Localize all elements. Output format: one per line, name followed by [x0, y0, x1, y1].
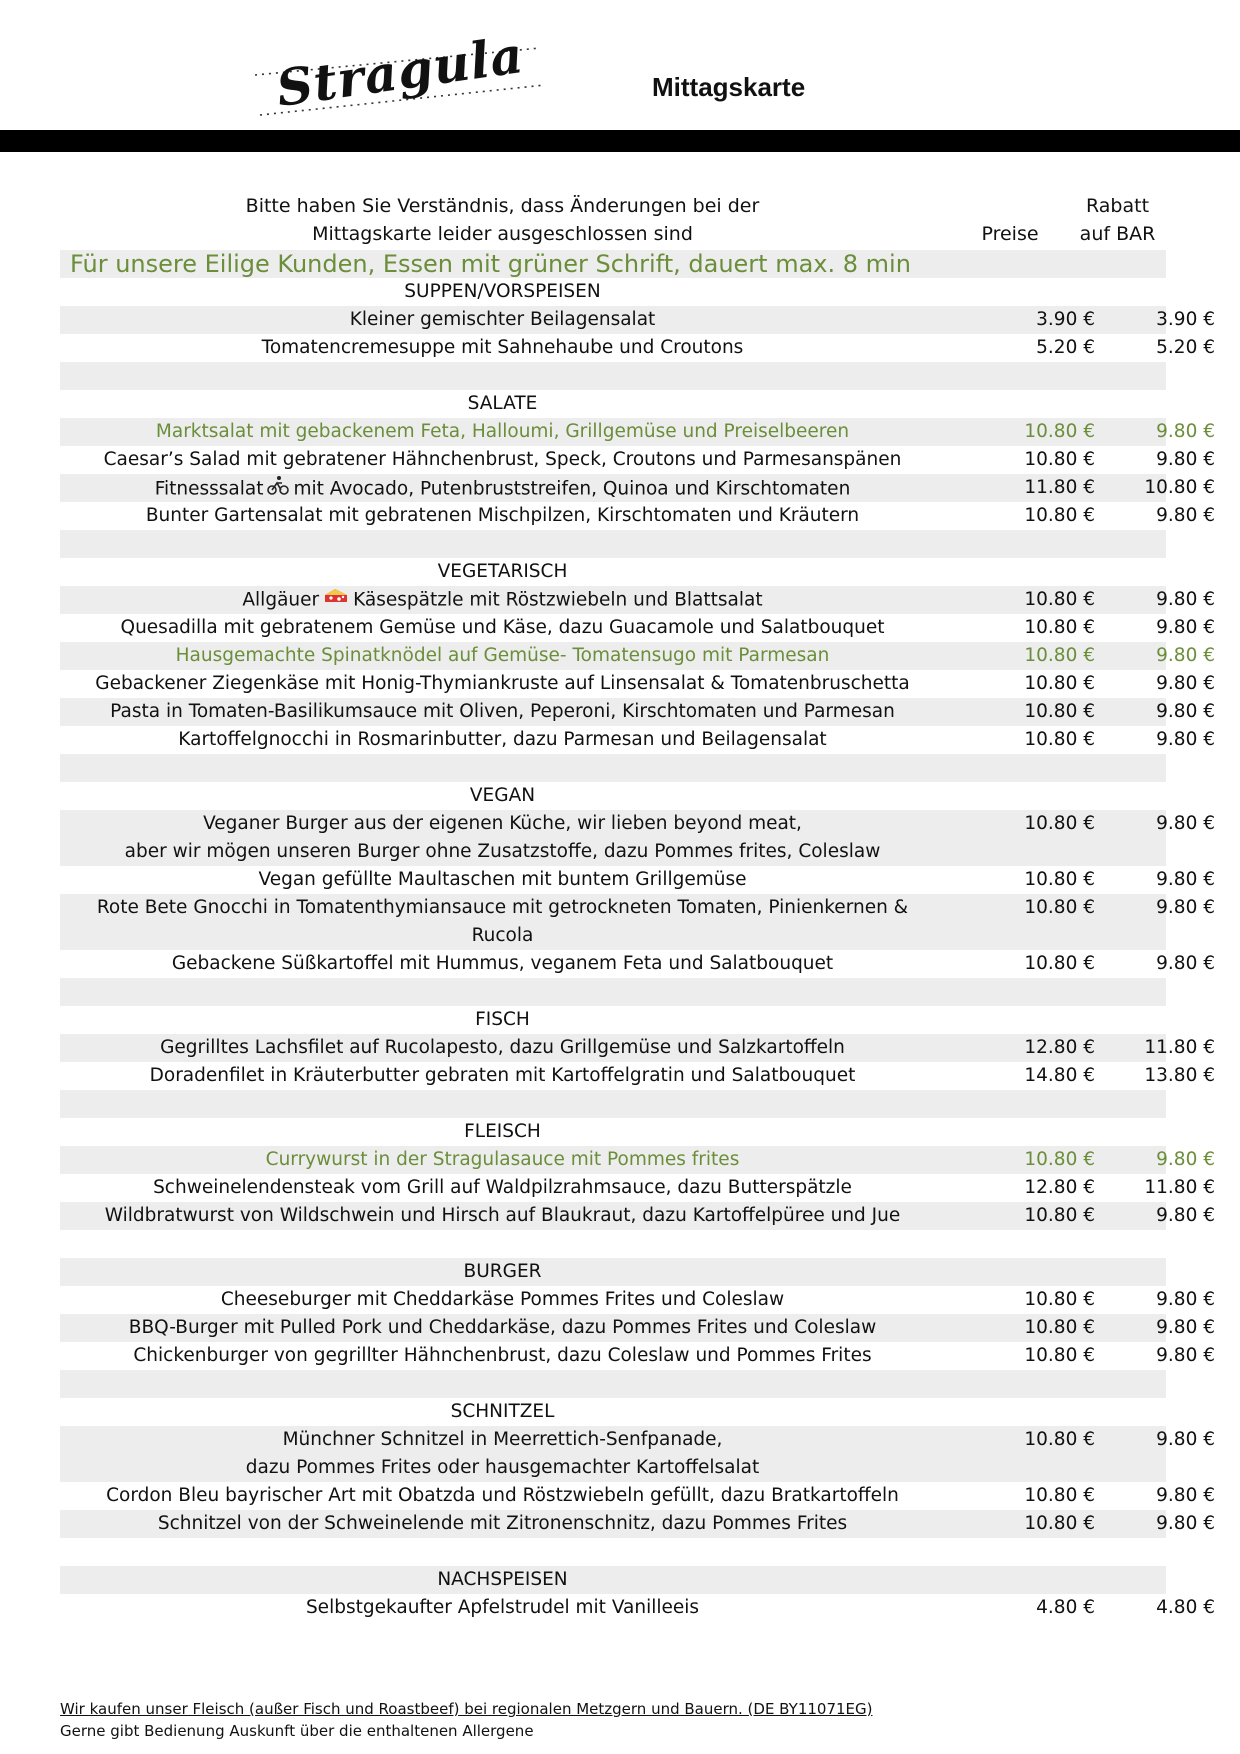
menu-item-price: 10.80 €	[1024, 645, 1095, 666]
menu-item-row	[60, 950, 1215, 978]
section-heading-row	[60, 782, 1166, 810]
menu-item-price: 12.80 €	[1024, 1177, 1095, 1198]
menu-item-name	[60, 1202, 945, 1230]
section-heading: BURGER	[463, 1261, 542, 1282]
menu-item-name-line: Currywurst in der Stragulasauce mit Pommes frites	[265, 1149, 740, 1170]
menu-item-rabatt-price: 9.80 €	[1156, 729, 1215, 750]
menu-item-rabatt-price: 9.80 €	[1156, 1485, 1215, 1506]
footer-allergen-note: Gerne gibt Bedienung Auskunft über die enthaltenen Allergene	[60, 1722, 534, 1740]
menu-table	[60, 250, 1215, 1622]
menu-item-name-line: Rucola	[471, 925, 534, 946]
menu-item-row	[60, 306, 1215, 334]
section-heading-row	[60, 1006, 1166, 1034]
stragula-logo	[250, 24, 550, 120]
menu-item-name	[60, 894, 945, 950]
menu-item-name	[60, 502, 945, 530]
header-divider-bar	[0, 130, 1240, 152]
menu-item-name	[60, 1342, 945, 1370]
menu-item-name	[60, 1174, 945, 1202]
menu-item-price: 10.80 €	[1024, 673, 1095, 694]
eilig-note: Für unsere Eilige Kunden, Essen mit grüner Schrift, dauert max. 8 min	[70, 250, 911, 278]
menu-item-name-line: Veganer Burger aus der eigenen Küche, wir lieben beyond meat,	[203, 813, 802, 834]
menu-item-rabatt-price: 13.80 €	[1144, 1065, 1215, 1086]
menu-item-row	[60, 586, 1215, 614]
menu-item-price: 10.80 €	[1024, 449, 1095, 470]
section-spacer	[60, 530, 1166, 558]
menu-item-name	[60, 614, 945, 642]
menu-item-price: 10.80 €	[1024, 1513, 1095, 1534]
menu-item-row	[60, 446, 1215, 474]
menu-item-row	[60, 614, 1215, 642]
menu-item-name-line: Doradenfilet in Kräuterbutter gebraten mit Kartoffelgratin und Salatbouquet	[149, 1065, 856, 1086]
section-heading: SCHNITZEL	[450, 1401, 555, 1422]
menu-item-name	[60, 642, 945, 670]
menu-item-row	[60, 474, 1215, 502]
menu-item-price: 11.80 €	[1024, 477, 1095, 498]
menu-item-name-line: dazu Pommes Frites oder hausgemachter Kartoffelsalat	[245, 1457, 760, 1478]
menu-item-price: 10.80 €	[1024, 1345, 1095, 1366]
menu-item-row	[60, 642, 1215, 670]
column-header-rabatt-line-1: Rabatt	[1085, 195, 1150, 217]
menu-item-rabatt-price: 9.80 €	[1156, 421, 1215, 442]
menu-item-rabatt-price: 9.80 €	[1156, 813, 1215, 834]
menu-item-price: 10.80 €	[1024, 701, 1095, 722]
menu-item-price: 10.80 €	[1024, 1149, 1095, 1170]
menu-item-name-part: mit Avocado, Putenbruststreifen, Quinoa und Kirschtomaten	[293, 478, 851, 500]
cyclist-icon	[267, 474, 289, 505]
menu-item-price: 10.80 €	[1024, 505, 1095, 526]
page-footer	[60, 1698, 1060, 1742]
menu-item-rabatt-price: 3.90 €	[1156, 309, 1215, 330]
menu-item-name-line: Münchner Schnitzel in Meerrettich-Senfpanade,	[282, 1429, 723, 1450]
menu-item-name	[60, 698, 945, 726]
menu-item-name	[60, 1426, 945, 1482]
section-heading: FLEISCH	[464, 1121, 541, 1142]
menu-item-rabatt-price: 4.80 €	[1156, 1597, 1215, 1618]
section-heading: NACHSPEISEN	[437, 1569, 568, 1590]
menu-item-row	[60, 726, 1215, 754]
column-header-rabatt-line-2: auf BAR	[1079, 223, 1156, 245]
menu-item-price: 10.80 €	[1024, 589, 1095, 610]
menu-item-price: 10.80 €	[1024, 1205, 1095, 1226]
menu-item-name-line: Vegan gefüllte Maultaschen mit buntem Grillgemüse	[258, 869, 747, 890]
section-heading: SALATE	[467, 393, 538, 414]
menu-item-rabatt-price: 11.80 €	[1144, 1037, 1215, 1058]
menu-item-name-line: Gebackene Süßkartoffel mit Hummus, veganem Feta und Salatbouquet	[171, 953, 834, 974]
section-spacer	[60, 362, 1166, 390]
logo-text: Stragula	[272, 24, 528, 119]
menu-item-rabatt-price: 9.80 €	[1156, 645, 1215, 666]
intro-notice	[60, 192, 945, 248]
menu-item-price: 10.80 €	[1024, 897, 1095, 918]
intro-line-2: Mittagskarte leider ausgeschlossen sind	[312, 223, 693, 245]
menu-item-name	[60, 726, 945, 754]
menu-item-price: 3.90 €	[1036, 309, 1095, 330]
section-spacer	[60, 978, 1166, 1006]
menu-item-price: 10.80 €	[1024, 953, 1095, 974]
menu-item-rabatt-price: 9.80 €	[1156, 953, 1215, 974]
section-heading-row	[60, 1566, 1166, 1594]
menu-item-name	[60, 1482, 945, 1510]
menu-item-name-line: Wildbratwurst von Wildschwein und Hirsch auf Blaukraut, dazu Kartoffelpüree und Jue	[104, 1205, 901, 1226]
menu-item-price: 10.80 €	[1024, 813, 1095, 834]
menu-item-row	[60, 1286, 1215, 1314]
menu-item-rabatt-price: 9.80 €	[1156, 869, 1215, 890]
menu-item-name	[60, 334, 945, 362]
menu-item-name	[60, 1286, 945, 1314]
section-heading-row	[60, 1398, 1166, 1426]
menu-item-name-part: Käsespätzle mit Röstzwiebeln und Blattsalat	[353, 589, 763, 611]
menu-item-name	[60, 306, 945, 334]
intro-line-1: Bitte haben Sie Verständnis, dass Änderungen bei der	[245, 195, 760, 217]
section-heading-row	[60, 1258, 1166, 1286]
menu-item-rabatt-price: 9.80 €	[1156, 1513, 1215, 1534]
menu-item-price: 10.80 €	[1024, 617, 1095, 638]
menu-item-price: 10.80 €	[1024, 1485, 1095, 1506]
column-header-preise: Preise	[981, 223, 1039, 245]
section-spacer	[60, 1370, 1166, 1398]
menu-item-price: 10.80 €	[1024, 1317, 1095, 1338]
section-heading-row	[60, 278, 1166, 306]
menu-item-name-line: Quesadilla mit gebratenem Gemüse und Käse, dazu Guacamole und Salatbouquet	[120, 617, 885, 638]
menu-item-row	[60, 1146, 1215, 1174]
section-heading-row	[60, 558, 1166, 586]
menu-item-rabatt-price: 5.20 €	[1156, 337, 1215, 358]
menu-item-name	[60, 670, 945, 698]
column-header-rabatt	[1070, 192, 1165, 248]
menu-item-rabatt-price: 9.80 €	[1156, 1345, 1215, 1366]
menu-item-name-line: Tomatencremesuppe mit Sahnehaube und Croutons	[261, 337, 744, 358]
menu-item-row	[60, 1174, 1215, 1202]
menu-item-rabatt-price: 9.80 €	[1156, 1289, 1215, 1310]
menu-item-name-line: Gegrilltes Lachsfilet auf Rucolapesto, dazu Grillgemüse und Salzkartoffeln	[160, 1037, 845, 1058]
section-spacer	[60, 1090, 1166, 1118]
section-heading-row	[60, 390, 1166, 418]
menu-item-name-line: Hausgemachte Spinatknödel auf Gemüse- Tomatensugo mit Parmesan	[175, 645, 830, 666]
menu-item-name	[60, 1314, 945, 1342]
menu-item-row	[60, 1202, 1215, 1230]
section-heading: FISCH	[475, 1009, 530, 1030]
menu-item-rabatt-price: 9.80 €	[1156, 673, 1215, 694]
menu-item-price: 10.80 €	[1024, 421, 1095, 442]
menu-item-name	[60, 810, 945, 866]
menu-item-row	[60, 1594, 1215, 1622]
page-header	[0, 0, 1240, 150]
section-heading: VEGAN	[469, 785, 536, 806]
menu-item-name-line: BBQ-Burger mit Pulled Pork und Cheddarkäse, dazu Pommes Frites und Coleslaw	[128, 1317, 877, 1338]
menu-item-rabatt-price: 9.80 €	[1156, 449, 1215, 470]
menu-item-rabatt-price: 9.80 €	[1156, 1317, 1215, 1338]
menu-item-row	[60, 1342, 1215, 1370]
menu-item-row	[60, 866, 1215, 894]
menu-item-rabatt-price: 10.80 €	[1144, 477, 1215, 498]
menu-item-name	[60, 446, 945, 474]
menu-item-row	[60, 502, 1215, 530]
menu-item-name-line: Chickenburger von gegrillter Hähnchenbrust, dazu Coleslaw und Pommes Frites	[133, 1345, 872, 1366]
menu-item-rabatt-price: 9.80 €	[1156, 1205, 1215, 1226]
menu-item-name-line: Bunter Gartensalat mit gebratenen Mischpilzen, Kirschtomaten und Kräutern	[145, 505, 860, 526]
menu-item-row	[60, 1510, 1215, 1538]
footer-sourcing-note: Wir kaufen unser Fleisch (außer Fisch und Roastbeef) bei regionalen Metzgern und Bauern. (DE BY11071EG)	[60, 1700, 873, 1718]
menu-item-price: 10.80 €	[1024, 1289, 1095, 1310]
menu-item-name-line: aber wir mögen unseren Burger ohne Zusatzstoffe, dazu Pommes frites, Coleslaw	[124, 841, 881, 862]
menu-item-name-line: Kleiner gemischter Beilagensalat	[349, 309, 656, 330]
menu-item-name-part: Allgäuer	[242, 589, 320, 611]
menu-item-rabatt-price: 9.80 €	[1156, 897, 1215, 918]
section-heading-row	[60, 1118, 1166, 1146]
menu-item-row	[60, 810, 1215, 866]
section-spacer	[60, 754, 1166, 782]
menu-item-name	[60, 1062, 945, 1090]
menu-item-rabatt-price: 9.80 €	[1156, 1429, 1215, 1450]
menu-item-rabatt-price: 9.80 €	[1156, 617, 1215, 638]
menu-item-price: 10.80 €	[1024, 729, 1095, 750]
menu-item-row	[60, 1062, 1215, 1090]
menu-item-row	[60, 1426, 1215, 1482]
menu-item-name	[60, 586, 945, 615]
section-spacer	[60, 1538, 1166, 1566]
menu-item-name-line: Rote Bete Gnocchi in Tomatenthymiansauce mit getrockneten Tomaten, Pinienkernen &	[96, 897, 909, 918]
menu-item-row	[60, 1314, 1215, 1342]
menu-item-name	[60, 1594, 945, 1622]
menu-item-price: 12.80 €	[1024, 1037, 1095, 1058]
menu-item-name-line: Schnitzel von der Schweinelende mit Zitronenschnitz, dazu Pommes Frites	[157, 1513, 848, 1534]
menu-item-name-line: Schweinelendensteak vom Grill auf Waldpilzrahmsauce, dazu Butterspätzle	[153, 1177, 852, 1198]
menu-item-name	[60, 474, 945, 505]
menu-item-name	[60, 1510, 945, 1538]
section-heading: SUPPEN/VORSPEISEN	[404, 281, 601, 302]
menu-item-name-line: Selbstgekaufter Apfelstrudel mit Vanilleeis	[305, 1597, 700, 1618]
menu-item-name-line: Marktsalat mit gebackenem Feta, Halloumi, Grillgemüse und Preiselbeeren	[155, 421, 850, 442]
menu-item-price: 4.80 €	[1036, 1597, 1095, 1618]
menu-item-price: 10.80 €	[1024, 1429, 1095, 1450]
menu-item-name-line: Pasta in Tomaten-Basilikumsauce mit Oliven, Peperoni, Kirschtomaten und Parmesan	[110, 701, 895, 722]
menu-item-name-line: Gebackener Ziegenkäse mit Honig-Thymiankruste auf Linsensalat & Tomatenbruschetta	[95, 673, 910, 694]
menu-item-row	[60, 894, 1215, 950]
menu-item-name-line: Kartoffelgnocchi in Rosmarinbutter, dazu Parmesan und Beilagensalat	[178, 729, 827, 750]
menu-item-row	[60, 1482, 1215, 1510]
menu-item-name	[60, 866, 945, 894]
menu-item-price: 14.80 €	[1024, 1065, 1095, 1086]
menu-item-rabatt-price: 9.80 €	[1156, 589, 1215, 610]
menu-item-rabatt-price: 9.80 €	[1156, 505, 1215, 526]
menu-item-row	[60, 418, 1215, 446]
menu-item-price: 10.80 €	[1024, 869, 1095, 890]
menu-item-name-part: Fitnesssalat	[154, 478, 264, 500]
menu-item-row	[60, 1034, 1215, 1062]
menu-item-name	[60, 1146, 945, 1174]
menu-item-rabatt-price: 9.80 €	[1156, 1149, 1215, 1170]
menu-item-name-line: Cheeseburger mit Cheddarkäse Pommes Frites und Coleslaw	[220, 1289, 785, 1310]
section-spacer	[60, 1230, 1166, 1258]
page-title: Mittagskarte	[652, 72, 806, 102]
menu-item-row	[60, 334, 1215, 362]
menu-item-rabatt-price: 9.80 €	[1156, 701, 1215, 722]
menu-item-name-line: Cordon Bleu bayrischer Art mit Obatzda und Röstzwiebeln gefüllt, dazu Bratkartoffeln	[106, 1485, 899, 1506]
menu-item-name	[60, 950, 945, 978]
menu-item-rabatt-price: 11.80 €	[1144, 1177, 1215, 1198]
menu-item-row	[60, 670, 1215, 698]
menu-item-name	[60, 418, 945, 446]
eilig-note-row	[60, 250, 1166, 278]
cheese-icon	[323, 586, 349, 615]
menu-item-name-line: Caesar’s Salad mit gebratener Hähnchenbrust, Speck, Croutons und Parmesanspänen	[103, 449, 902, 470]
section-heading: VEGETARISCH	[437, 561, 568, 582]
menu-item-price: 5.20 €	[1036, 337, 1095, 358]
menu-item-name	[60, 1034, 945, 1062]
menu-item-row	[60, 698, 1215, 726]
